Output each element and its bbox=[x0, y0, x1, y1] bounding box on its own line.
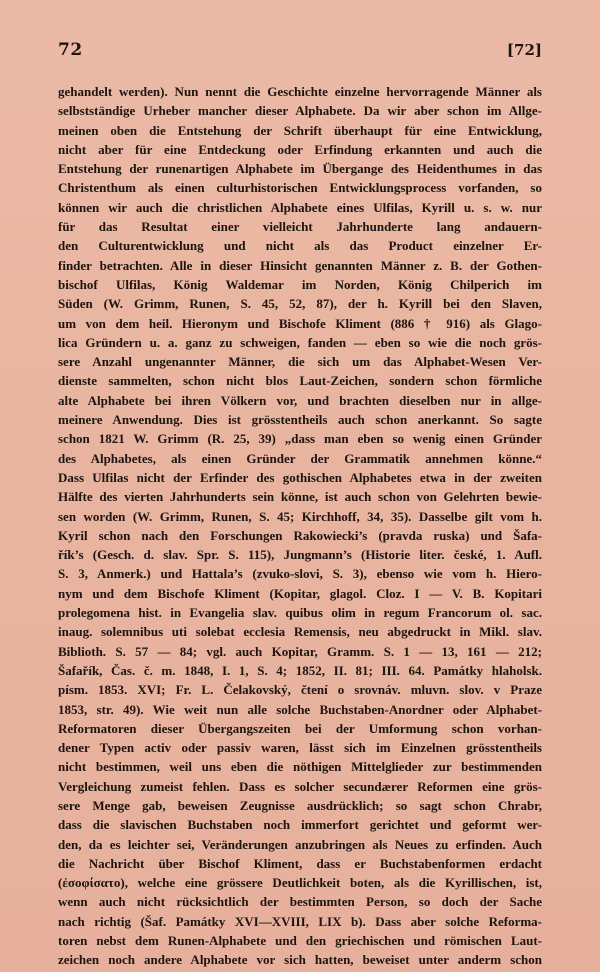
text-line: Christenthum als einen culturhistorischen Entwicklungsprocess vorfanden, so bbox=[58, 180, 542, 196]
text-line: S. 3, Anmerk.) und Hattala’s (zvuko-slovi, S. 3), ebenso wie vom h. Hiero- bbox=[58, 566, 542, 582]
page-reference: [72] bbox=[506, 41, 542, 59]
text-line: Vergleichung zumeist fehlen. Dass es solcher secundærer Reformen eine grös- bbox=[58, 778, 542, 794]
text-line: 1853, str. 49). Wie weit nun alle solche Buchstaben-Anordner oder Alphabet- bbox=[58, 701, 542, 717]
text-line: Hälfte des vierten Jahrhunderts sein könne, ist auch schon von Gelehrten bewie- bbox=[58, 489, 542, 505]
text-line: für das Resultat einer vielleicht Jahrhunderte lang andauern- bbox=[58, 219, 542, 235]
text-line: Kyril schon nach den Forschungen Rakowiecki’s (pravda ruska) und Šafa- bbox=[58, 527, 542, 543]
text-line: Dass Ulfilas nicht der Erfinder des gothischen Alphabetes etwa in der zweiten bbox=[58, 469, 542, 485]
text-line: dener Typen activ oder passiv waren, lässt sich im Einzelnen grösstentheils bbox=[58, 740, 542, 756]
text-line: die Nachricht über Bischof Kliment, dass er Buchstabenformen erdacht bbox=[58, 855, 542, 871]
body-text bbox=[58, 82, 542, 970]
page-number: 72 bbox=[58, 40, 83, 60]
text-line: selbstständige Urheber mancher dieser Alphabete. Da wir aber schon im Allge- bbox=[58, 103, 542, 119]
text-line: (ἐσοφίσατο), welche eine grössere Deutlichkeit boten, als die Kyrillischen, ist, bbox=[58, 875, 542, 891]
text-line: bischof Ulfilas, König Waldemar im Norden, König Chilperich im bbox=[58, 276, 542, 292]
text-line: schon 1821 W. Grimm (R. 25, 39) „dass man eben so wenig einen Gründer bbox=[58, 431, 542, 447]
text-line: dienste sammelten, schon nicht blos Laut-Zeichen, sondern schon förmliche bbox=[58, 373, 542, 389]
text-line: nicht aber für eine Entdeckung oder Erfindung erkannten und auch die bbox=[58, 141, 542, 157]
page-header bbox=[58, 40, 542, 72]
text-line: des Alphabetes, als einen Gründer der Grammatik annehmen könne.“ bbox=[58, 450, 542, 466]
text-line: dass die slavischen Buchstaben noch immerfort gerichtet und geformt wer- bbox=[58, 817, 542, 833]
text-line: nach richtig (Šaf. Památky XVI—XVIII, LIX b). Dass aber solche Reforma- bbox=[58, 913, 542, 929]
text-line: den Culturentwicklung und nicht als das Product einzelner Er- bbox=[58, 238, 542, 254]
text-line: den, da es leichter sei, Veränderungen anzubringen als Neues zu erfinden. Auch bbox=[58, 836, 542, 852]
text-line: alte Alphabete bei ihren Völkern vor, und brachten dieselben nur in allge- bbox=[58, 392, 542, 408]
text-line: Süden (W. Grimm, Runen, S. 45, 52, 87), der h. Kyrill bei den Slaven, bbox=[58, 296, 542, 312]
text-line: um von dem heil. Hieronym und Bischofe Kliment (886 † 916) als Glago- bbox=[58, 315, 542, 331]
text-line: sere Menge gab, beweisen Zeugnisse ausdrücklich; so sagt schon Chrabr, bbox=[58, 797, 542, 813]
text-line: können wir auch die christlichen Alphabete eines Ulfilas, Kyrill u. s. w. nur bbox=[58, 199, 542, 215]
text-line: sen worden (W. Grimm, Runen, S. 45; Kirchhoff, 34, 35). Dasselbe gilt vom h. bbox=[58, 508, 542, 524]
text-line: meinere Anwendung. Dies ist grösstentheils auch schon anerkannt. So sagte bbox=[58, 412, 542, 428]
text-line: řík’s (Gesch. d. slav. Spr. S. 115), Jungmann’s (Historie liter. české, 1. Aufl. bbox=[58, 547, 542, 563]
text-line: wenn auch nicht rücksichtlich der bestimmten Person, so doch der Sache bbox=[58, 894, 542, 910]
text-line: lica Gründern u. a. ganz zu schweigen, fanden — eben so wie die noch grös- bbox=[58, 334, 542, 350]
text-line: finder betrachten. Alle in dieser Hinsicht genannten Männer z. B. der Gothen- bbox=[58, 257, 542, 273]
text-line: Entstehung der runenartigen Alphabete im Übergange des Heidenthumes in das bbox=[58, 161, 542, 177]
text-line: Biblioth. S. 57 — 84; vgl. auch Kopitar, Gramm. S. 1 — 13, 161 — 212; bbox=[58, 643, 542, 659]
text-line: inaug. solemnibus uti solebat ecclesia Remensis, neu abgedruckt in Mikl. slav. bbox=[58, 624, 542, 640]
text-line: prolegomena hist. in Evangelia slav. quibus olim in regum Francorum ol. sac. bbox=[58, 605, 542, 621]
text-line: sere Anzahl ungenannter Männer, die sich um das Alphabet-Wesen Ver- bbox=[58, 354, 542, 370]
text-line: nicht bestimmen, weil uns eben die nöthigen Mittelglieder zur bestimmenden bbox=[58, 759, 542, 775]
text-line: gehandelt werden). Nun nennt die Geschichte einzelne hervorragende Männer als bbox=[58, 84, 542, 99]
text-line: toren nebst dem Runen-Alphabete und den griechischen und römischen Laut- bbox=[58, 933, 542, 949]
text-line: meinen oben die Entstehung der Schrift überhaupt für eine Entwicklung, bbox=[58, 122, 542, 138]
text-line: Šafařík, Čas. č. m. 1848, I. 1, S. 4; 1852, II. 81; III. 64. Památky hlaholsk. bbox=[58, 662, 542, 678]
text-line: nym und dem Bischofe Kliment (Kopitar, glagol. Cloz. I — V. B. Kopitari bbox=[58, 585, 542, 601]
text-line: písm. 1853. XVI; Fr. L. Čelakovský, čtení o srovnáv. mluvn. slov. v Praze bbox=[58, 682, 542, 698]
text-line: Reformatoren dieser Übergangszeiten bei der Umformung schon vorhan- bbox=[58, 720, 542, 736]
text-line: zeichen noch andere Alphabete vor sich hatten, beweiset unter anderm schon bbox=[58, 952, 542, 968]
